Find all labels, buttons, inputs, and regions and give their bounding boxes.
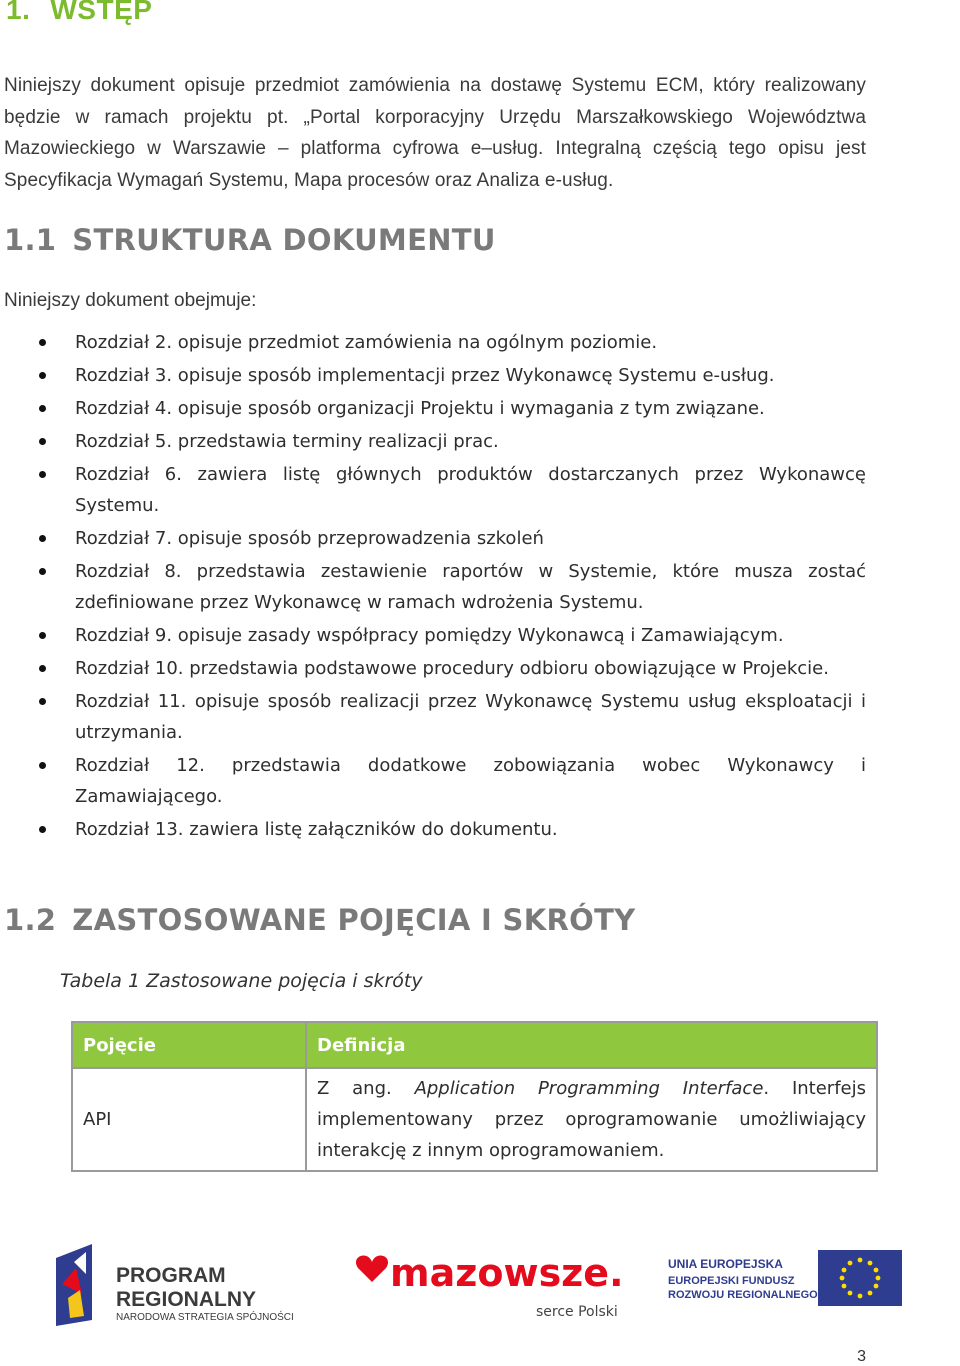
logo-text: mazowsze. [390, 1251, 624, 1295]
bullet-icon [39, 665, 46, 672]
list-item-text: Rozdział 6. zawiera listę głównych produktów dostarczanych przez Wykonawcę Systemu. [75, 464, 866, 516]
list-item [0, 459, 866, 521]
logo-text: NARODOWA STRATEGIA SPÓJNOŚCI [116, 1312, 294, 1323]
page-number: 3 [857, 1348, 866, 1365]
bullet-icon [39, 568, 46, 575]
list-item [0, 620, 866, 651]
section-title: STRUKTURA DOKUMENTU [72, 223, 496, 257]
section-number: 1.2 [4, 903, 57, 937]
terms-table [71, 1021, 878, 1172]
list-item-text: Rozdział 3. opisuje sposób implementacji przez Wykonawcę Systemu e-usług. [75, 365, 775, 386]
list-item-text: Rozdział 13. zawiera listę załączników do dokumentu. [75, 819, 558, 840]
list-item-text: Rozdział 9. opisuje zasady współpracy pomiędzy Wykonawcą i Zamawiającym. [75, 625, 784, 646]
term-cell: API [72, 1068, 306, 1171]
list-item [0, 686, 866, 748]
section-number: 1. [6, 0, 31, 25]
eu-logo [664, 1250, 904, 1310]
section-heading-pojecia [4, 903, 635, 937]
bullet-icon [39, 438, 46, 445]
list-item-text: Rozdział 12. przedstawia dodatkowe zobowiązania wobec Wykonawcy i Zamawiającego. [75, 755, 866, 807]
list-item [0, 426, 866, 457]
logo-text: REGIONALNY [116, 1288, 257, 1311]
bullet-icon [39, 471, 46, 478]
bullet-icon [39, 535, 46, 542]
list-item [0, 653, 866, 684]
definition-prefix: Z ang. [317, 1078, 415, 1099]
logo-text: EUROPEJSKI FUNDUSZ [668, 1275, 795, 1287]
bullet-icon [39, 372, 46, 379]
bullet-icon [39, 826, 46, 833]
list-lead-text: Niniejszy dokument obejmuje: [4, 290, 257, 311]
bullet-icon [39, 632, 46, 639]
section-heading-struktura [4, 223, 496, 257]
list-item-text: Rozdział 4. opisuje sposób organizacji Projektu i wymagania z tym związane. [75, 398, 765, 419]
logo-text: ROZWOJU REGIONALNEGO [668, 1289, 818, 1301]
list-item [0, 327, 866, 358]
intro-paragraph: Niniejszy dokument opisuje przedmiot zamówienia na dostawę Systemu ECM, który realizowany będzie w ramach projektu pt. „Portal korporacyjny Urzędu Marszałkowskiego Województwa Mazowieckiego w Warszawie – platforma cyfrowa e–usług. Integralną częścią tego opisu jest Specyfikacja Wymagań Systemu, Mapa procesów oraz Analiza e-usług. [4, 75, 866, 191]
logo-text: UNIA EUROPEJSKA [668, 1257, 783, 1271]
chapter-list [0, 327, 866, 847]
table-row [72, 1068, 877, 1171]
list-item [0, 750, 866, 812]
table-caption: Tabela 1 Zastosowane pojęcia i skróty [60, 970, 423, 992]
list-item [0, 393, 866, 424]
mazowsze-logo [346, 1246, 626, 1326]
heart-icon [356, 1255, 388, 1282]
table-header-row [72, 1022, 877, 1068]
section-title: ZASTOSOWANE POJĘCIA I SKRÓTY [72, 903, 636, 937]
logo-tagline: serce Polski [536, 1304, 618, 1320]
list-item-text: Rozdział 10. przedstawia podstawowe procedury odbioru obowiązujące w Projekcie. [75, 658, 829, 679]
bullet-icon [39, 405, 46, 412]
table-header-cell: Definicja [306, 1022, 877, 1068]
list-item-text: Rozdział 11. opisuje sposób realizacji przez Wykonawcę Systemu usług eksploatacji i utrzymania. [75, 691, 866, 743]
section-heading-wstep [6, 0, 152, 26]
logo-text: PROGRAM [116, 1264, 226, 1287]
list-item [0, 523, 866, 554]
list-item-text: Rozdział 2. opisuje przedmiot zamówienia na ogólnym poziomie. [75, 332, 658, 353]
definition-italic-term: Application Programming Interface [414, 1078, 764, 1099]
list-item [0, 556, 866, 618]
program-regionalny-logo [52, 1238, 312, 1330]
bullet-icon [39, 339, 46, 346]
section-number: 1.1 [4, 223, 57, 257]
list-item-text: Rozdział 7. opisuje sposób przeprowadzenia szkoleń [75, 528, 544, 549]
section-title: WSTĘP [50, 0, 153, 25]
footer-logos [0, 1230, 960, 1330]
table-header-cell: Pojęcie [72, 1022, 306, 1068]
list-item-text: Rozdział 8. przedstawia zestawienie raportów w Systemie, które musza zostać zdefiniowane przez Wykonawcę w ramach wdrożenia Systemu. [75, 561, 866, 613]
list-item-text: Rozdział 5. przedstawia terminy realizacji prac. [75, 431, 499, 452]
definition-cell [306, 1068, 877, 1171]
bullet-icon [39, 698, 46, 705]
definition-suffix: . Interfejs implementowany przez oprogramowanie umożliwiający interakcję z innym oprogramowaniem. [317, 1078, 866, 1161]
bullet-icon [39, 762, 46, 769]
list-item [0, 814, 866, 845]
list-item [0, 360, 866, 391]
